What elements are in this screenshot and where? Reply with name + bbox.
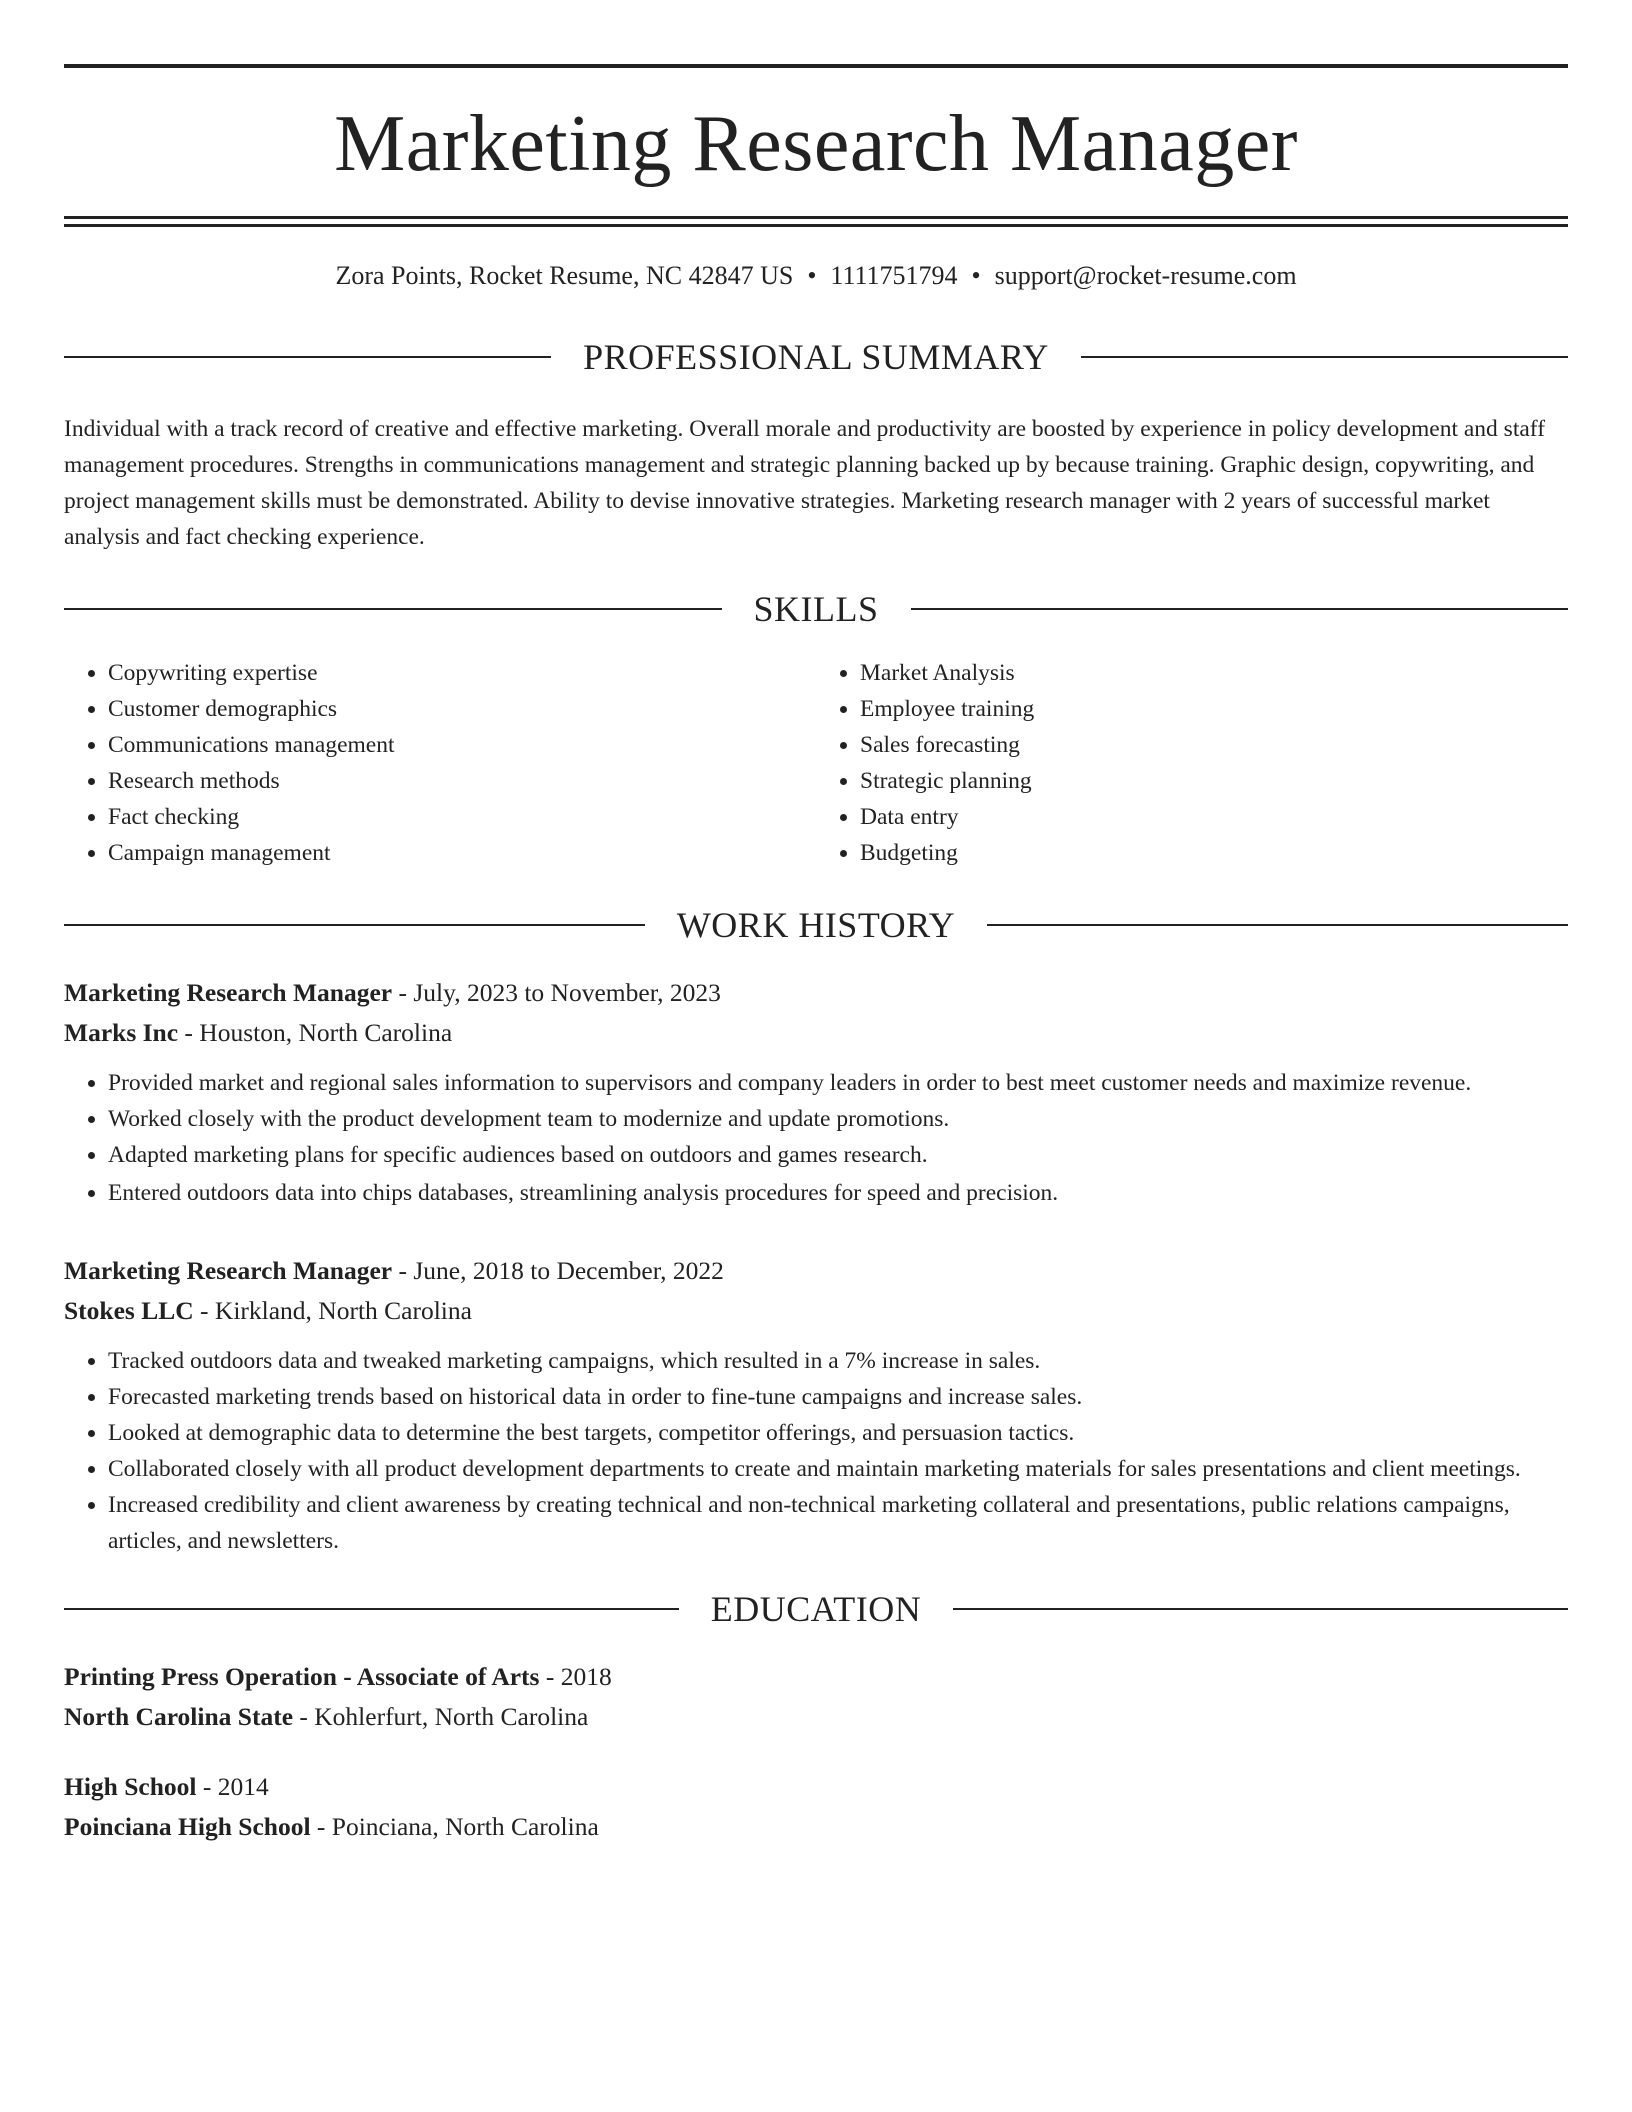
job-bullet: • Entered outdoors data into chips databases, streamlining analysis procedures for speed and precision. (108, 1175, 1568, 1211)
contact-address: Zora Points, Rocket Resume, NC 42847 US (335, 261, 794, 290)
job-entry (64, 973, 1568, 1211)
resume-title: Marketing Research Manager (334, 100, 1298, 188)
heading-rule-left (64, 608, 722, 610)
skills-list (64, 655, 1568, 871)
contact-separator: • (807, 261, 817, 290)
education-school-line (64, 1807, 1568, 1847)
skill-item: • Budgeting (860, 835, 1568, 871)
job-company: Stokes LLC (64, 1296, 194, 1325)
job-title: Marketing Research Manager (64, 978, 393, 1007)
job-bullets (64, 1343, 1568, 1559)
skill-item: • Sales forecasting (860, 727, 1568, 763)
skill-item: • Data entry (860, 799, 1568, 835)
education-section-heading (64, 1591, 1568, 1627)
education-degree: High School (64, 1772, 197, 1801)
job-bullet: • Worked closely with the product development team to modernize and update promotions. (108, 1101, 1568, 1137)
job-bullet: • Tracked outdoors data and tweaked marketing campaigns, which resulted in a 7% increase in sales. (108, 1343, 1568, 1379)
summary-section-heading (64, 339, 1568, 375)
summary-text: Individual with a track record of creative and effective marketing. Overall morale and productivity are boosted by experience in policy development and staff management procedures. Strengths in communications management and strategic planning backed up by because training. Graphic design, copywriting, and project management skills must be demonstrated. Ability to devise innovative strategies. Marketing research manager with 2 years of successful market analysis and fact checking experience. (64, 416, 1546, 550)
heading-rule-left (64, 1608, 679, 1610)
contact-line (64, 263, 1568, 289)
work-section-heading (64, 907, 1568, 943)
job-title: Marketing Research Manager (64, 1256, 393, 1285)
job-bullets (64, 1065, 1568, 1211)
skill-item: • Copywriting expertise (108, 655, 816, 691)
contact-separator: • (971, 261, 981, 290)
job-dates: - July, 2023 to November, 2023 (392, 978, 721, 1007)
skill-item: • Communications management (108, 727, 816, 763)
job-company-line (64, 1013, 1568, 1053)
title-double-rule (64, 216, 1568, 227)
job-title-line (64, 973, 1568, 1013)
heading-rule-right (1081, 356, 1568, 358)
job-location: - Kirkland, North Carolina (193, 1296, 472, 1325)
education-school-line (64, 1697, 1568, 1737)
job-title-line (64, 1251, 1568, 1291)
education-heading: EDUCATION (710, 1589, 922, 1629)
job-company: Marks Inc (64, 1018, 179, 1047)
skill-item: • Research methods (108, 763, 816, 799)
summary-heading: PROFESSIONAL SUMMARY (583, 337, 1049, 377)
contact-email: support@rocket-resume.com (994, 261, 1297, 290)
skills-section-heading (64, 591, 1568, 627)
job-location: - Houston, North Carolina (178, 1018, 453, 1047)
education-entry (64, 1657, 1568, 1737)
education-entry (64, 1767, 1568, 1847)
top-rule (64, 64, 1568, 68)
skill-item: • Strategic planning (860, 763, 1568, 799)
heading-rule-left (64, 924, 645, 926)
skill-item: • Employee training (860, 691, 1568, 727)
skill-item: • Fact checking (108, 799, 816, 835)
heading-rule-right (987, 924, 1568, 926)
education-degree: Printing Press Operation - Associate of Arts (64, 1662, 540, 1691)
job-bullet: • Increased credibility and client awareness by creating technical and non-technical marketing collateral and presentations, public relations campaigns, articles, and newsletters. (108, 1487, 1568, 1559)
heading-rule-right (953, 1608, 1568, 1610)
work-heading: WORK HISTORY (676, 905, 956, 945)
job-bullet: • Collaborated closely with all product development departments to create and maintain marketing materials for sales presentations and client meetings. (108, 1451, 1568, 1487)
heading-rule-left (64, 356, 551, 358)
job-company-line (64, 1291, 1568, 1331)
education-location: - Poinciana, North Carolina (310, 1812, 599, 1841)
education-school: North Carolina State (64, 1702, 294, 1731)
skill-item: • Customer demographics (108, 691, 816, 727)
job-bullet: • Forecasted marketing trends based on historical data in order to fine-tune campaigns and increase sales. (108, 1379, 1568, 1415)
education-year: - 2018 (539, 1662, 612, 1691)
job-dates: - June, 2018 to December, 2022 (392, 1256, 724, 1285)
heading-rule-right (911, 608, 1569, 610)
education-year: - 2014 (196, 1772, 269, 1801)
job-entry (64, 1251, 1568, 1559)
education-location: - Kohlerfurt, North Carolina (293, 1702, 589, 1731)
skills-column-right (816, 655, 1568, 871)
skill-item: • Market Analysis (860, 655, 1568, 691)
education-degree-line (64, 1767, 1568, 1807)
education-school: Poinciana High School (64, 1812, 311, 1841)
skills-column-left (64, 655, 816, 871)
education-degree-line (64, 1657, 1568, 1697)
skills-heading: SKILLS (753, 589, 879, 629)
skill-item: • Campaign management (108, 835, 816, 871)
job-bullet: • Adapted marketing plans for specific audiences based on outdoors and games research. (108, 1137, 1568, 1173)
job-bullet: • Provided market and regional sales information to supervisors and company leaders in order to best meet customer needs and maximize revenue. (108, 1065, 1568, 1101)
job-bullet: • Looked at demographic data to determine the best targets, competitor offerings, and persuasion tactics. (108, 1415, 1568, 1451)
contact-phone: 1111751794 (830, 261, 958, 290)
